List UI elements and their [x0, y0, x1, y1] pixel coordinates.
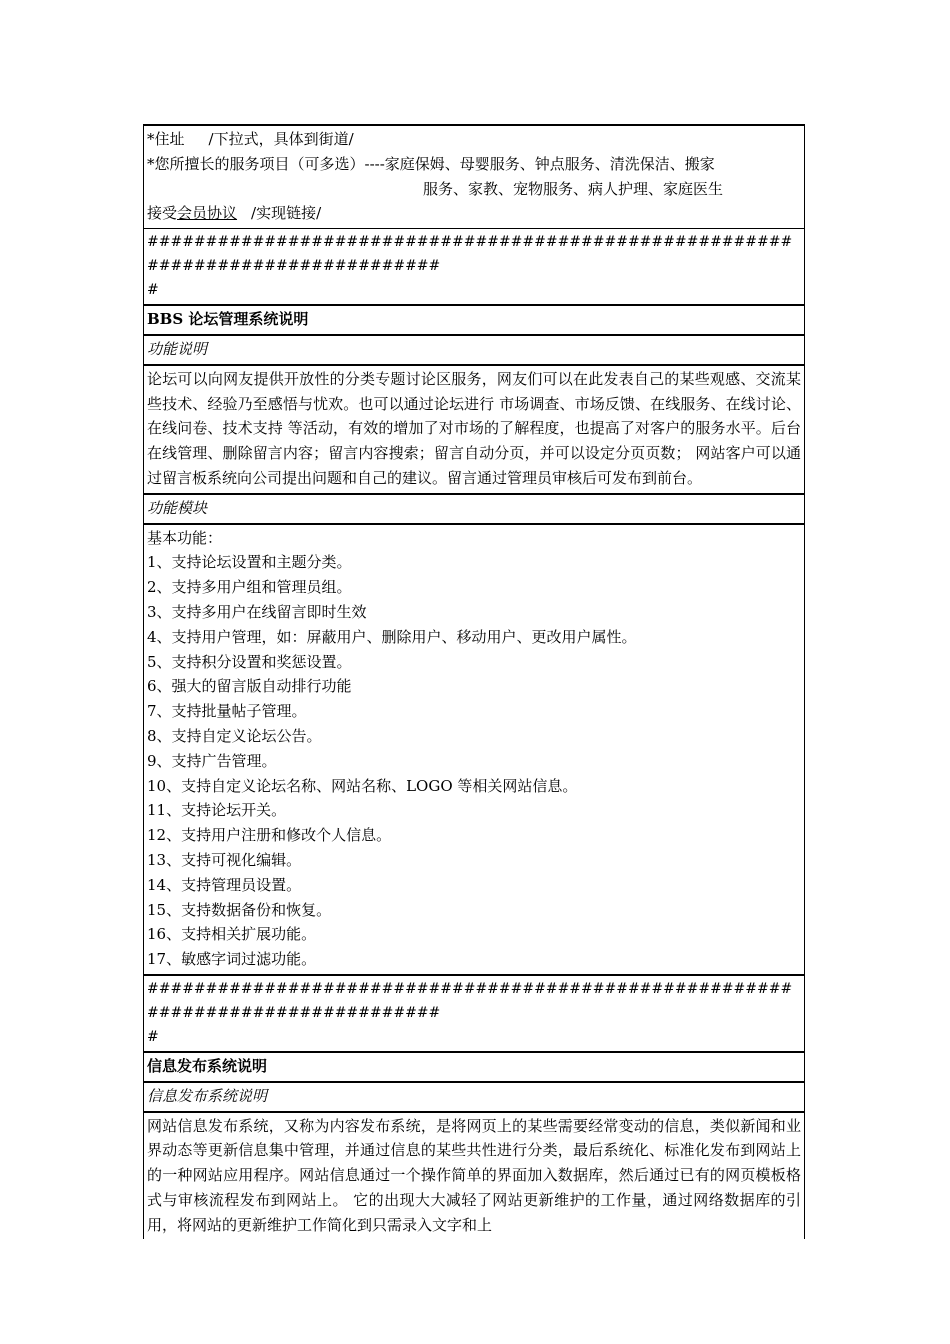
address-note: /下拉式，具体到街道/ [208, 130, 354, 148]
services-row-continued: 服务、家教、宠物服务、病人护理、家庭医生 [423, 179, 724, 198]
feature-item: 2、支持多用户组和管理员组。 [147, 578, 352, 597]
bbs-function-desc-text: 论坛可以向网友提供开放性的分类专题讨论区服务，网友们可以在此发表自己的某些观感、交流某些技术、经验乃至感悟与忧欢。也可以通过论坛进行 市场调查、市场反馈、在线服务、在线讨论、在线问卷、技术支持 等活动，有效的增加了对市场的了解程度，也提高了对客户的服务水平。后台在线管理、删除留言内容；留言内容搜索；留言自动分页，并可以设定分页页数； 网站客户可以通过留言板系统向公司提出问题和自己的建议。留言通过管理员审核后可发布到前台。 [143, 366, 805, 495]
feature-item: 8、支持自定义论坛公告。 [147, 726, 322, 745]
feature-item: 14、支持管理员设置。 [147, 875, 302, 894]
feature-item: 13、支持可视化编辑。 [147, 850, 302, 869]
feature-item: 15、支持数据备份和恢复。 [147, 900, 332, 919]
info-section-text: 网站信息发布系统，又称为内容发布系统，是将网页上的某些需要经常变动的信息，类似新闻和业界动态等更新信息集中管理，并通过信息的某些共性进行分类，最后系统化、标准化发布到网站上的一种网站应用程序。网站信息通过一个操作简单的界面加入数据库，然后通过已有的网页模板格式与审核流程发布到网站上。 它的出现大大减轻了网站更新维护的工作量，通过网络数据库的引用，将网站的更新维护工作简化到只需录入文字和上 [143, 1113, 805, 1240]
bbs-feature-list [143, 525, 805, 976]
info-section-title: 信息发布系统说明 [143, 1053, 805, 1083]
agreement-note: /实现链接/ [251, 204, 322, 223]
feature-item: 11、支持论坛开关。 [147, 801, 287, 820]
address-label: *住址 [147, 130, 185, 148]
address-row [147, 127, 801, 152]
basic-functions-label: 基本功能： [147, 528, 223, 547]
agreement-row [147, 201, 801, 226]
document-page [143, 124, 805, 1239]
feature-item: 6、强大的留言版自动排行功能 [147, 677, 352, 696]
feature-item: 9、支持广告管理。 [147, 751, 277, 770]
feature-item: 10、支持自定义论坛名称、网站名称、LOGO 等相关网站信息。 [147, 776, 578, 795]
feature-item: 4、支持用户管理，如：屏蔽用户、删除用户、移动用户、更改用户属性。 [147, 627, 637, 646]
feature-item: 5、支持积分设置和奖惩设置。 [147, 652, 352, 671]
registration-form-section [143, 124, 805, 229]
separator-row-1 [143, 229, 805, 306]
separator-hash-tail: # [147, 1028, 159, 1045]
member-agreement-link[interactable]: 会员协议 [177, 204, 238, 223]
bbs-section-title: BBS 论坛管理系统说明 [143, 306, 805, 336]
services-row: *您所擅长的服务项目（可多选）----家庭保姆、母婴服务、钟点服务、清洗保洁、搬家 [147, 154, 715, 173]
feature-item: 17、敏感字词过滤功能。 [147, 950, 317, 969]
feature-item: 12、支持用户注册和修改个人信息。 [147, 826, 392, 845]
feature-item: 3、支持多用户在线留言即时生效 [147, 602, 367, 621]
agreement-prefix: 接受 [147, 204, 178, 223]
feature-item: 7、支持批量帖子管理。 [147, 702, 307, 721]
bbs-module-label: 功能模块 [143, 495, 805, 525]
feature-item: 1、支持论坛设置和主题分类。 [147, 553, 352, 572]
info-sub-label: 信息发布系统说明 [143, 1083, 805, 1113]
separator-row-2 [143, 976, 805, 1053]
feature-item: 16、支持相关扩展功能。 [147, 925, 317, 944]
bbs-function-desc-label: 功能说明 [143, 336, 805, 366]
separator-hashes: ################################################################################ [147, 234, 793, 275]
separator-hashes: ################################################################################ [147, 980, 793, 1021]
separator-hash-tail: # [147, 282, 159, 299]
